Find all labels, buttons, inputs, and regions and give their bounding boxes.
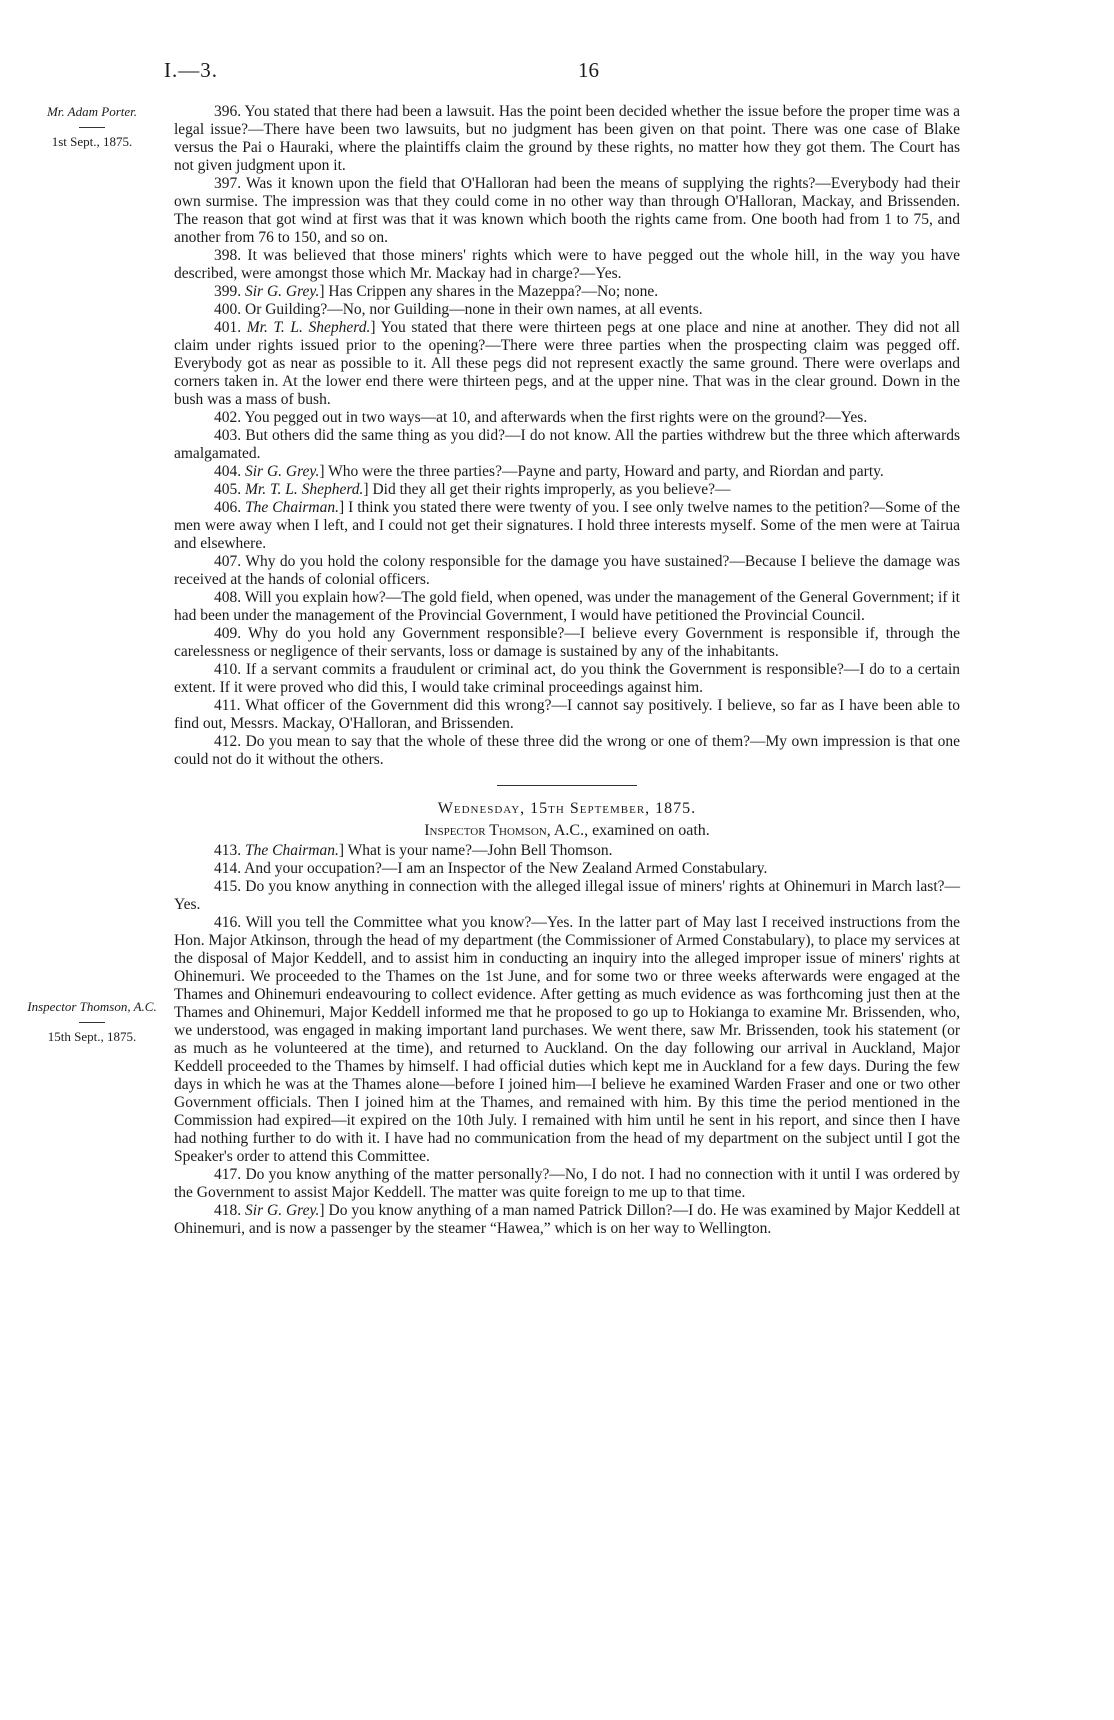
question-411: [174, 697, 960, 733]
question-404: 404. Sir G. Grey.] Who were the three parties?—Payne and party, Howard and party, and Riordan and party.: [214, 463, 884, 480]
question-number: 415.: [214, 878, 242, 895]
question-text: And your occupation?—I am an Inspector of the New Zealand Armed Constabulary.: [244, 860, 768, 877]
question-415: [174, 878, 960, 914]
question-416: [174, 914, 960, 1166]
question-397: [174, 175, 960, 247]
speaker-name: Mr. T. L. Shepherd.: [246, 319, 371, 336]
question-number: 410.: [214, 661, 242, 678]
question-399: 399. Sir G. Grey.] Has Crippen any shares in the Mazeppa?—No; none.: [214, 283, 659, 300]
question-number: 402.: [214, 409, 242, 426]
question-412: [174, 733, 960, 769]
witness-subheading: [174, 822, 960, 840]
question-410: [174, 661, 960, 697]
question-text: But others did the same thing as you did?—I do not know. All the parties withdrew but the three which afterwards amalgamated.: [174, 427, 961, 462]
speaker-name: Sir G. Grey.: [245, 283, 320, 300]
question-text: Why do you hold any Government responsible?—I believe every Government is responsible if, through the carelessness or negligence of their servants, loss or damage is sustained by any of the inhabitants.: [174, 625, 961, 660]
question-text: Do you know anything of a man named Patrick Dillon?—I do. He was examined by Major Keddell at Ohinemuri, and is now a passenger by the steamer “Hawea,” which is on her way to Wellington.: [174, 1202, 960, 1237]
speaker-name: Sir G. Grey.: [245, 1202, 320, 1219]
question-number: 398.: [214, 247, 242, 264]
margin-dash: [79, 1022, 105, 1023]
question-text: Did they all get their rights improperly, as you believe?—: [372, 481, 731, 498]
question-418: 418. Sir G. Grey.] Do you know anything of a man named Patrick Dillon?—I do. He was examined by Major Keddell at Ohinemuri, and is now a passenger by the steamer “Hawea,” which is on her way to Wellington.: [174, 1202, 960, 1237]
margin-note-thomson: [22, 998, 162, 1045]
question-413: 413. The Chairman.] What is your name?—John Bell Thomson.: [214, 842, 613, 859]
witness-status: , A.C., examined on oath.: [546, 822, 710, 839]
question-417: [174, 1166, 960, 1202]
question-text: What is your name?—John Bell Thomson.: [347, 842, 613, 859]
question-402: [174, 409, 960, 427]
question-text: I think you stated there were twenty of you. I see only twelve names to the petition?—Some of the men were away when I left, and I could not get their signatures. I hold three interests myself. Some of the men were at Tairua and elsewhere.: [174, 499, 961, 552]
question-text: You pegged out in two ways—at 10, and afterwards when the first rights were on the ground?—Yes.: [244, 409, 868, 426]
question-text: Has Crippen any shares in the Mazeppa?—No; none.: [328, 283, 659, 300]
speaker-name: Mr. T. L. Shepherd.: [245, 481, 364, 498]
question-text: You stated that there had been a lawsuit. Has the point been decided whether the issue before the proper time was a legal issue?—There have been two lawsuits, but no judgment has been given on that point. There was one case of Blake versus the Pai o Hauraki, where the plaintiffs claim the ground by these rights, no matter how they got them. The Court has not given judgment upon it.: [174, 103, 960, 174]
question-405: 405. Mr. T. L. Shepherd.] Did they all get their rights improperly, as you believe?—: [214, 481, 731, 498]
question-text: Will you tell the Committee what you know?—Yes. In the latter part of May last I received instructions from the Hon. Major Atkinson, through the head of my department (the Commissioner of Armed Constabulary), to place my services at the disposal of Major Keddell, and to assist him in conducting an inquiry into the alleged improper issue of miners' rights at Ohinemuri. We proceeded to the Thames on the 1st June, and for some two or three weeks afterwards were engaged at the Thames and Ohinemuri endeavouring to collect evidence. After getting as much evidence as was forthcoming just then at the Thames and Ohinemuri, Major Keddell informed me that he proposed to go up to Hokianga to examine Mr. Brissenden, who, we understood, was engaged in making important land purchases. We went there, saw Mr. Brissenden, took his statement (or as much as he volunteered at the time), and returned to Auckland. On the day following our arrival in Auckland, Major Keddell proceeded to the Thames by himself. I had official duties which kept me in Auckland for a few days. During the few days in which he was at the Thames alone—before I joined him—I believe he examined Warden Fraser and one or two other Government officials. Then I joined him at the Thames, and remained with him. By this time the period mentioned in the Commission had expired—it expired on the 10th July. I remained with him until he sent in his report, and since then I have had nothing further to do with it. I have had no communication from the head of my department on the subject until I got the Speaker's order to attend this Committee.: [174, 914, 960, 1165]
question-text: If a servant commits a fraudulent or criminal act, do you think the Government is responsible?—I do to a certain extent. If it were proved who did this, I would take criminal proceedings against him.: [174, 661, 960, 696]
question-text: Was it known upon the field that O'Halloran had been the means of supplying the rights?—Everybody had their own surmise. The impression was that they could come in no other way than through O'Halloran, Mackay, and Brissenden. The reason that got wind at first was that it was known which booth the rights came from. One booth had from 1 to 75, and another from 76 to 150, and so on.: [174, 175, 960, 246]
question-408: [174, 589, 960, 625]
question-text: What officer of the Government did this wrong?—I cannot say positively. I believe, so far as I have been able to find out, Messrs. Mackay, O'Halloran, and Brissenden.: [174, 697, 960, 732]
speaker-name: Sir G. Grey.: [245, 463, 320, 480]
question-number: 417.: [214, 1166, 242, 1183]
question-number: 416.: [214, 914, 242, 931]
margin-witness-name: Mr. Adam Porter.: [46, 104, 138, 119]
session-dateline: Wednesday, 15th September, 1875.: [437, 800, 697, 817]
question-number: 403.: [214, 427, 242, 444]
question-number: 400.: [214, 301, 242, 318]
margin-note-porter: [22, 103, 162, 150]
question-number: 411.: [214, 697, 241, 714]
question-text: Do you know anything in connection with the alleged illegal issue of miners' rights at Ohinemuri in March last?—Yes.: [174, 878, 961, 913]
speaker-name: The Chairman.: [245, 842, 339, 859]
question-407: [174, 553, 960, 589]
question-number: 401.: [214, 319, 242, 336]
question-number: 404.: [214, 463, 242, 480]
question-number: 414.: [214, 860, 242, 877]
margin-witness-name: Inspector Thomson, A.C.: [27, 999, 157, 1014]
question-number: 407.: [214, 553, 242, 570]
margin-date: 1st Sept., 1875.: [51, 134, 133, 149]
question-number: 405.: [214, 481, 242, 498]
question-400: [174, 301, 960, 319]
evidence-section-porter: [174, 103, 960, 769]
margin-dash: [79, 127, 105, 128]
question-number: 412.: [214, 733, 242, 750]
question-number: 396.: [214, 103, 242, 120]
question-number: 413.: [214, 842, 242, 859]
question-403: [174, 427, 960, 463]
question-text: Or Guilding?—No, nor Guilding—none in their own names, at all events.: [245, 301, 703, 318]
question-number: 406.: [214, 499, 242, 516]
question-number: 418.: [214, 1202, 242, 1219]
question-text: Will you explain how?—The gold field, when opened, was under the management of the General Government; if it had been under the management of the Provincial Government, I would have petitioned the Provincial Council.: [174, 589, 960, 624]
speaker-name: The Chairman.: [245, 499, 339, 516]
question-text: Who were the three parties?—Payne and party, Howard and party, and Riordan and party.: [328, 463, 884, 480]
evidence-section-thomson: [174, 842, 960, 1238]
question-text: Why do you hold the colony responsible for the damage you have sustained?—Because I believe the damage was received at the hands of colonial officers.: [174, 553, 960, 588]
question-number: 399.: [214, 283, 242, 300]
page-number: 16: [578, 58, 599, 82]
question-396: [174, 103, 960, 175]
question-number: 408.: [214, 589, 242, 606]
main-text-column: [174, 103, 960, 1238]
question-414: [174, 860, 960, 878]
question-number: 409.: [214, 625, 242, 642]
question-401: 401. Mr. T. L. Shepherd.] You stated that there were thirteen pegs at one place and nine at another. They did not all claim under rights issued prior to the opening?—There were three parties when the prospecting claim was pegged off. Everybody got as near as possible to it. All these pegs did not represent exactly the same ground. There were overlaps and corners taken in. At the lower end there were thirteen pegs, and at the upper nine. That was in the clear ground. Down in the bush was a mass of bush.: [174, 319, 960, 408]
question-406: 406. The Chairman.] I think you stated there were twenty of you. I see only twelve names to the petition?—Some of the men were away when I left, and I could not get their signatures. I hold three interests myself. Some of the men were at Tairua and elsewhere.: [174, 499, 961, 552]
question-text: You stated that there were thirteen pegs at one place and nine at another. They did not all claim under rights issued prior to the opening?—There were three parties when the prospecting claim was pegged off. Everybody got as near as possible to it. All these pegs did not represent exactly the same ground. There were overlaps and corners taken in. At the lower end there were thirteen pegs, and at the upper nine. That was in the clear ground. Down in the bush was a mass of bush.: [174, 319, 960, 408]
section-divider: [497, 785, 637, 786]
witness-name: Inspector Thomson: [424, 822, 547, 839]
document-reference: I.—3.: [164, 58, 218, 82]
margin-date: 15th Sept., 1875.: [47, 1029, 137, 1044]
question-text: It was believed that those miners' rights which were to have pegged out the whole hill, in the way you have described, were amongst those which Mr. Mackay had in charge?—Yes.: [174, 247, 961, 282]
page-header: [0, 58, 1114, 88]
question-398: [174, 247, 960, 283]
question-text: Do you know anything of the matter personally?—No, I do not. I had no connection with it until I was ordered by the Government to assist Major Keddell. The matter was quite foreign to me up to that time.: [174, 1166, 961, 1201]
question-text: Do you mean to say that the whole of these three did the wrong or one of them?—My own impression is that one could not do it without the others.: [174, 733, 961, 768]
question-409: [174, 625, 960, 661]
question-number: 397.: [214, 175, 242, 192]
